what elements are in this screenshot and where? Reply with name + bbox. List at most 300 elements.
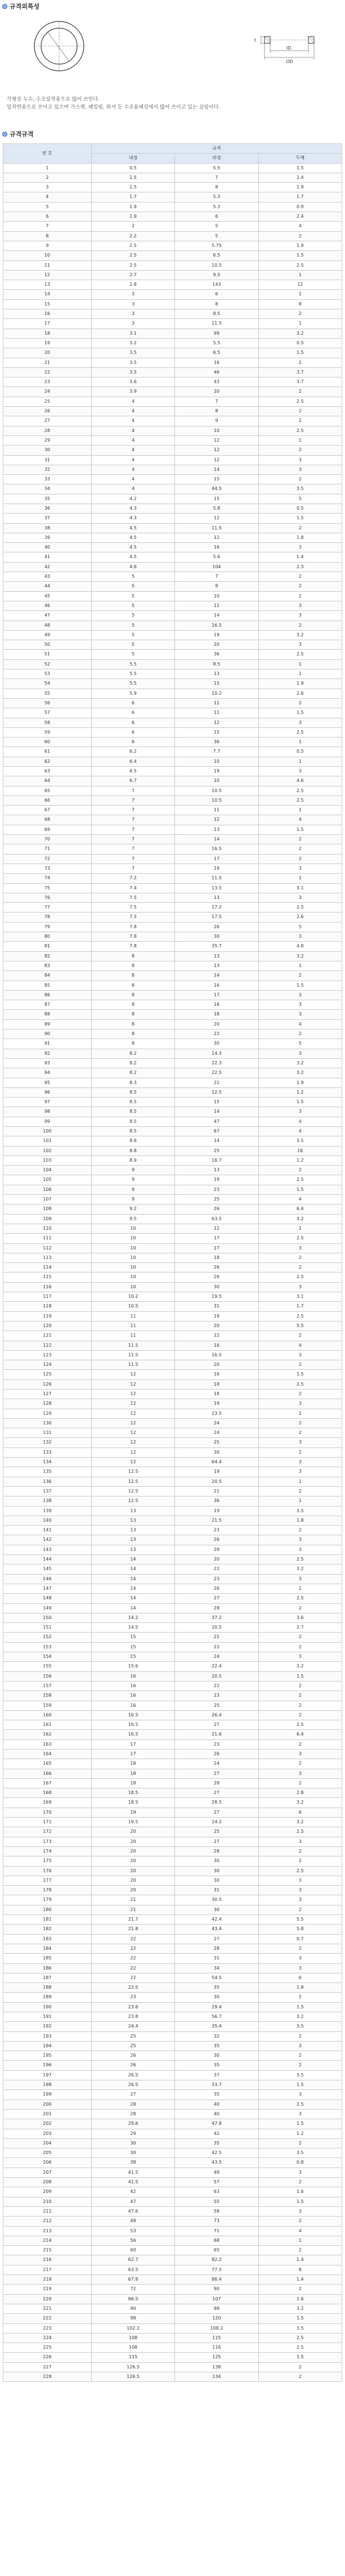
cell-no: 178: [3, 1886, 92, 1895]
cell-id: 3.9: [91, 387, 174, 397]
cell-t: 1.4: [258, 2255, 342, 2265]
cell-t: 2: [258, 1993, 342, 2002]
cell-od: 28.5: [175, 1798, 258, 1808]
table-row: [3, 533, 342, 542]
table-row: [3, 1730, 342, 1739]
cell-no: 150: [3, 1613, 92, 1622]
cell-no: 152: [3, 1633, 92, 1642]
cell-t: 2: [258, 1846, 342, 1856]
cell-id: 8.5: [91, 1087, 174, 1097]
cell-no: 64: [3, 776, 92, 786]
cell-t: 3: [258, 1876, 342, 1885]
cell-id: 42: [91, 2187, 174, 2197]
cell-od: 65: [175, 2246, 258, 2255]
cell-id: 16.5: [91, 1710, 174, 1720]
cell-no: 109: [3, 1214, 92, 1224]
cell-t: 1.5: [258, 2080, 342, 2090]
cell-no: 77: [3, 903, 92, 912]
cell-t: 3: [258, 2041, 342, 2051]
cell-id: 6: [91, 718, 174, 727]
cell-t: 5.8: [258, 1925, 342, 1934]
bullet-icon: [2, 132, 7, 137]
cell-id: 72: [91, 2285, 174, 2294]
cell-id: 12.5: [91, 1467, 174, 1477]
cell-t: 2.5: [258, 1827, 342, 1837]
cell-id: 8: [91, 1039, 174, 1049]
cell-id: 3.2: [91, 338, 174, 348]
table-row: [3, 1486, 342, 1496]
cell-id: 27: [91, 2090, 174, 2100]
cell-t: 1: [258, 2236, 342, 2245]
cell-od: 26: [175, 1263, 258, 1273]
table-row: [3, 426, 342, 435]
cell-od: 16: [175, 543, 258, 552]
table-row: [3, 484, 342, 494]
cell-t: 1.9: [258, 1078, 342, 1087]
cell-t: 2.5: [258, 1379, 342, 1389]
cell-od: 22: [175, 1029, 258, 1039]
cell-t: 3: [258, 893, 342, 902]
cell-no: 119: [3, 1311, 92, 1321]
cell-t: 3: [258, 864, 342, 873]
table-row: [3, 951, 342, 961]
cell-t: 1: [258, 806, 342, 815]
cell-id: 3: [91, 309, 174, 319]
cell-od: 30: [175, 1856, 258, 1866]
cell-t: 1.9: [258, 241, 342, 250]
cell-od: 14: [175, 465, 258, 474]
cell-no: 66: [3, 795, 92, 805]
cell-id: 12: [91, 1390, 174, 1399]
cell-no: 95: [3, 1078, 92, 1087]
cell-id: 29: [91, 2129, 174, 2138]
cell-od: 10.5: [175, 260, 258, 270]
cell-no: 180: [3, 1905, 92, 1914]
cell-no: 211: [3, 2206, 92, 2216]
cell-no: 53: [3, 669, 92, 679]
cell-id: 4: [91, 475, 174, 484]
cell-no: 199: [3, 2090, 92, 2100]
cell-t: 3.5: [258, 484, 342, 494]
cell-no: 140: [3, 1516, 92, 1525]
cell-t: 1: [258, 738, 342, 747]
cell-no: 122: [3, 1341, 92, 1350]
cell-od: 42.5: [175, 2148, 258, 2158]
cell-t: 2: [258, 1486, 342, 1496]
cell-no: 171: [3, 1818, 92, 1827]
cell-od: 23: [175, 1526, 258, 1535]
table-row: [3, 1671, 342, 1681]
cell-no: 209: [3, 2187, 92, 2197]
cell-od: 30: [175, 932, 258, 942]
table-row: [3, 1516, 342, 1525]
table-row: [3, 698, 342, 708]
cell-od: 8.5: [175, 659, 258, 669]
table-row: [3, 864, 342, 873]
cell-no: 155: [3, 1662, 92, 1671]
cell-no: 228: [3, 2372, 92, 2381]
cell-t: 1.8: [258, 1983, 342, 1993]
table-row: [3, 1905, 342, 1914]
cell-t: 2.3: [258, 562, 342, 572]
cell-od: 14: [175, 835, 258, 844]
cell-od: 35.7: [175, 942, 258, 951]
cell-id: 4.2: [91, 494, 174, 503]
cell-od: 27: [175, 1769, 258, 1778]
cell-t: 1.5: [258, 514, 342, 523]
cell-id: 14.2: [91, 1613, 174, 1622]
cell-no: 198: [3, 2080, 92, 2090]
cell-t: 3: [258, 465, 342, 474]
cell-id: 7: [91, 844, 174, 854]
cell-id: 26: [91, 2061, 174, 2070]
cell-t: 3.2: [258, 1798, 342, 1808]
cell-id: 28: [91, 2109, 174, 2119]
table-row: [3, 1292, 342, 1302]
cell-id: 18.5: [91, 1798, 174, 1808]
cell-id: 20: [91, 1837, 174, 1846]
table-row: [3, 260, 342, 270]
table-row: [3, 2080, 342, 2090]
cell-od: 35: [175, 2061, 258, 2070]
table-row: [3, 611, 342, 621]
cell-id: 4.3: [91, 514, 174, 523]
cell-od: 12: [175, 455, 258, 465]
cell-t: 3.5: [258, 2022, 342, 2031]
cell-t: 2.5: [258, 1866, 342, 1876]
cell-id: 2: [91, 222, 174, 231]
cell-t: 1: [258, 874, 342, 883]
cell-t: 1: [258, 290, 342, 299]
cell-no: 39: [3, 533, 92, 542]
table-row: [3, 572, 342, 582]
cell-no: 135: [3, 1467, 92, 1477]
cell-od: 20.5: [175, 1671, 258, 1681]
table-row: [3, 1623, 342, 1633]
cell-od: 47.8: [175, 2119, 258, 2129]
cell-no: 130: [3, 1418, 92, 1428]
cell-t: 2.5: [258, 795, 342, 805]
cell-no: 183: [3, 1934, 92, 1944]
table-row: [3, 1613, 342, 1622]
cell-od: 24: [175, 1759, 258, 1769]
table-row: [3, 1273, 342, 1282]
cell-no: 179: [3, 1895, 92, 1905]
table-row: [3, 1739, 342, 1749]
cell-t: 1.2: [258, 2129, 342, 2138]
cell-od: 35: [175, 1983, 258, 1993]
cell-id: 9: [91, 1166, 174, 1175]
cell-od: 30: [175, 1876, 258, 1885]
cell-no: 163: [3, 1739, 92, 1749]
cell-id: 7: [91, 815, 174, 825]
cell-t: 0.5: [258, 338, 342, 348]
cell-t: 3: [258, 990, 342, 1000]
cell-od: 90: [175, 2285, 258, 2294]
cell-id: 60: [91, 2246, 174, 2255]
cell-od: 5.8: [175, 503, 258, 513]
table-row: [3, 1925, 342, 1934]
table-row: [3, 1224, 342, 1233]
cell-od: 14: [175, 1107, 258, 1117]
cell-od: 10.5: [175, 786, 258, 795]
cell-id: 3: [91, 299, 174, 309]
table-row: [3, 1993, 342, 2002]
table-row: [3, 1565, 342, 1574]
cell-t: 4: [258, 2226, 342, 2236]
table-row: [3, 2138, 342, 2148]
cell-t: 1.5: [258, 1370, 342, 1379]
cell-no: 167: [3, 1778, 92, 1788]
cell-no: 137: [3, 1486, 92, 1496]
cell-t: 3: [258, 767, 342, 776]
cell-no: 169: [3, 1798, 92, 1808]
table-row: [3, 2372, 342, 2381]
cell-no: 52: [3, 659, 92, 669]
table-row: [3, 2119, 342, 2129]
table-row: [3, 2314, 342, 2323]
cell-no: 147: [3, 1584, 92, 1593]
cell-no: 92: [3, 1049, 92, 1058]
cell-od: 5: [175, 222, 258, 231]
cell-no: 114: [3, 1263, 92, 1273]
cell-no: 192: [3, 2022, 92, 2031]
cell-t: 1: [258, 757, 342, 766]
table-row: [3, 971, 342, 981]
cell-no: 88: [3, 1010, 92, 1019]
cell-id: 6: [91, 708, 174, 718]
cell-id: 14: [91, 1565, 174, 1574]
table-row: [3, 1010, 342, 1019]
cell-no: 193: [3, 2031, 92, 2041]
cell-t: 2.5: [258, 2333, 342, 2343]
cell-id: 12: [91, 1409, 174, 1418]
cell-od: 31: [175, 1954, 258, 1963]
cell-od: 37.2: [175, 1613, 258, 1622]
cell-no: 56: [3, 698, 92, 708]
cell-od: 37: [175, 2070, 258, 2080]
table-row: [3, 591, 342, 601]
table-row: [3, 2343, 342, 2353]
cell-id: 3.6: [91, 377, 174, 387]
cell-od: 77.5: [175, 2265, 258, 2274]
cell-t: 2: [258, 1360, 342, 1370]
cell-id: 6.7: [91, 776, 174, 786]
cell-od: 19: [175, 630, 258, 640]
table-row: [3, 543, 342, 552]
cell-id: 19.5: [91, 1818, 174, 1827]
table-row: [3, 1438, 342, 1447]
cell-no: 43: [3, 572, 92, 582]
cell-t: 3.2: [258, 1565, 342, 1574]
cell-no: 105: [3, 1175, 92, 1185]
cell-t: 5: [258, 494, 342, 503]
cell-id: 11.5: [91, 1350, 174, 1360]
cell-no: 46: [3, 601, 92, 610]
cell-no: 84: [3, 971, 92, 981]
cell-no: 83: [3, 961, 92, 970]
table-row: [3, 397, 342, 406]
cell-od: 22: [175, 1331, 258, 1341]
cell-id: 13: [91, 1526, 174, 1535]
table-row: [3, 1370, 342, 1379]
cell-od: 57: [175, 2178, 258, 2187]
table-row: [3, 163, 342, 173]
cell-od: 36: [175, 1496, 258, 1506]
table-row: [3, 815, 342, 825]
table-row: [3, 1409, 342, 1418]
cell-no: 78: [3, 912, 92, 922]
cell-no: 188: [3, 1983, 92, 1993]
cell-od: 21: [175, 1633, 258, 1642]
table-row: [3, 503, 342, 513]
cell-no: 115: [3, 1273, 92, 1282]
cell-no: 26: [3, 407, 92, 416]
cell-t: 1.5: [258, 708, 342, 718]
table-row: [3, 1428, 342, 1438]
cell-t: 2: [258, 854, 342, 864]
cell-no: 104: [3, 1166, 92, 1175]
table-row: [3, 1156, 342, 1165]
cell-no: 30: [3, 446, 92, 455]
cell-od: 18: [175, 1390, 258, 1399]
cell-t: 2.5: [258, 1720, 342, 1730]
cell-id: 3.5: [91, 358, 174, 367]
cell-t: 2: [258, 971, 342, 981]
cell-od: 29: [175, 1545, 258, 1554]
table-row: [3, 1341, 342, 1350]
cell-od: 16.5: [175, 621, 258, 630]
cell-id: 2.8: [91, 280, 174, 290]
cell-t: 2.5: [258, 1311, 342, 1321]
spec-table: [3, 143, 342, 2382]
cell-no: 22: [3, 367, 92, 377]
cell-no: 165: [3, 1759, 92, 1769]
cell-id: 21: [91, 1905, 174, 1914]
cell-id: 18: [91, 1778, 174, 1788]
cell-od: 22: [175, 1078, 258, 1087]
cell-no: 62: [3, 757, 92, 766]
table-row: [3, 1769, 342, 1778]
cell-no: 45: [3, 591, 92, 601]
cell-od: 5.6: [175, 552, 258, 562]
table-row: [3, 231, 342, 241]
table-row: [3, 961, 342, 970]
cell-od: 64.4: [175, 1458, 258, 1467]
cell-t: 3.7: [258, 377, 342, 387]
cell-t: 2.6: [258, 912, 342, 922]
cell-od: 36: [175, 650, 258, 659]
cell-od: 13: [175, 961, 258, 970]
cell-id: 13: [91, 1506, 174, 1516]
table-row: [3, 407, 342, 416]
table-row: [3, 2353, 342, 2362]
cell-od: 108.2: [175, 2323, 258, 2333]
cell-t: 5: [258, 1039, 342, 1049]
cell-od: 13: [175, 1166, 258, 1175]
cell-t: 3.2: [258, 2304, 342, 2313]
cell-od: 15: [175, 1098, 258, 1107]
cell-no: 79: [3, 922, 92, 932]
cell-no: 87: [3, 1000, 92, 1010]
cell-id: 86.5: [91, 2294, 174, 2304]
cell-id: 7.5: [91, 912, 174, 922]
table-row: [3, 202, 342, 212]
cell-t: 3: [258, 1837, 342, 1846]
cell-id: 6.4: [91, 757, 174, 766]
cell-no: 23: [3, 377, 92, 387]
label-od: OD: [286, 59, 293, 64]
table-row: [3, 562, 342, 572]
table-row: [3, 990, 342, 1000]
cell-id: 41.5: [91, 2178, 174, 2187]
cell-t: 0.7: [258, 1934, 342, 1944]
cell-t: 6: [258, 1808, 342, 1817]
cell-od: 107: [175, 2294, 258, 2304]
cell-t: 2.5: [258, 1273, 342, 1282]
cell-od: 34: [175, 1963, 258, 1973]
cell-t: 3: [258, 601, 342, 610]
table-row: [3, 1253, 342, 1262]
cell-t: 1: [258, 659, 342, 669]
table-row: [3, 650, 342, 659]
cell-od: 5.75: [175, 241, 258, 250]
cell-od: 12.5: [175, 1087, 258, 1097]
cell-no: 108: [3, 1204, 92, 1214]
cell-no: 2: [3, 173, 92, 182]
cell-t: 2: [258, 1331, 342, 1341]
cell-od: 42.4: [175, 1915, 258, 1925]
table-row: [3, 718, 342, 727]
cell-id: 19: [91, 1808, 174, 1817]
cell-no: 34: [3, 484, 92, 494]
table-row: [3, 2246, 342, 2255]
cell-od: 12: [175, 435, 258, 445]
table-row: [3, 1856, 342, 1866]
table-row: [3, 932, 342, 942]
cell-t: 2.5: [258, 397, 342, 406]
cell-t: 2: [258, 1418, 342, 1428]
cell-od: 19: [175, 1399, 258, 1409]
cell-t: 3: [258, 718, 342, 727]
table-row: [3, 893, 342, 902]
cell-id: 16.5: [91, 1730, 174, 1739]
cell-od: 54.5: [175, 1973, 258, 1982]
cell-t: 16: [258, 1146, 342, 1156]
cell-od: 18: [175, 1010, 258, 1019]
cell-t: 1: [258, 435, 342, 445]
cell-t: 2: [258, 1642, 342, 1652]
cell-id: 4: [91, 397, 174, 406]
cell-id: 23.6: [91, 2002, 174, 2012]
table-row: [3, 2323, 342, 2333]
cell-no: 47: [3, 611, 92, 621]
cell-t: 8: [258, 299, 342, 309]
cell-id: 4: [91, 484, 174, 494]
cell-id: 4: [91, 435, 174, 445]
cell-od: 19.5: [175, 1292, 258, 1302]
table-row: [3, 435, 342, 445]
table-row: [3, 1418, 342, 1428]
cell-od: 35.4: [175, 2022, 258, 2031]
cell-no: 24: [3, 387, 92, 397]
cell-no: 120: [3, 1321, 92, 1330]
cell-od: 86.4: [175, 2275, 258, 2285]
table-header-row: [3, 144, 342, 154]
cell-id: 5: [91, 621, 174, 630]
cell-id: 12: [91, 1399, 174, 1409]
cell-id: 8.6: [91, 1136, 174, 1146]
